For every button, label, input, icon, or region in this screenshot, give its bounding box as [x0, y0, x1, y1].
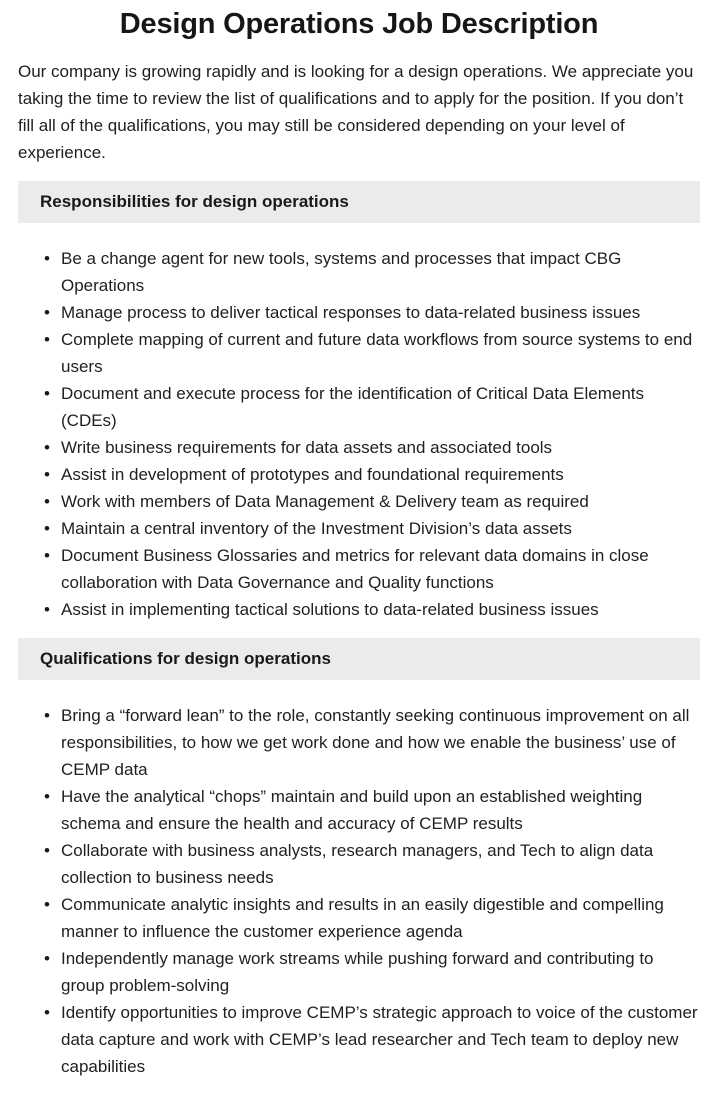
qualifications-header-bar — [18, 638, 700, 680]
list-item: • Bring a “forward lean” to the role, constantly seeking continuous improvement on all responsibilities, to how we get work done and how we enable the business’ use of CEMP data — [44, 702, 700, 783]
responsibilities-section — [18, 181, 700, 623]
qualifications-list — [18, 702, 700, 1080]
list-item: • Manage process to deliver tactical responses to data-related business issues — [44, 299, 700, 326]
list-item: • Assist in implementing tactical solutions to data-related business issues — [44, 596, 700, 623]
list-item: • Have the analytical “chops” maintain and build upon an established weighting schema and ensure the health and accuracy of CEMP results — [44, 783, 700, 837]
list-item: • Assist in development of prototypes and foundational requirements — [44, 461, 700, 488]
intro-paragraph: Our company is growing rapidly and is looking for a design operations. We appreciate you taking the time to review the list of qualifications and to apply for the position. If you don’t fill all of the qualifications, you may still be considered depending on your level of experience. — [18, 62, 694, 162]
list-item: • Identify opportunities to improve CEMP’s strategic approach to voice of the customer data capture and work with CEMP’s lead researcher and Tech team to deploy new capabilities — [44, 999, 700, 1080]
list-item: • Independently manage work streams while pushing forward and contributing to group problem-solving — [44, 945, 700, 999]
list-item: • Communicate analytic insights and results in an easily digestible and compelling manner to influence the customer experience agenda — [44, 891, 700, 945]
list-item: • Complete mapping of current and future data workflows from source systems to end users — [44, 326, 700, 380]
list-item: • Collaborate with business analysts, research managers, and Tech to align data collection to business needs — [44, 837, 700, 891]
page-title: Design Operations Job Description — [119, 8, 599, 40]
list-item: • Work with members of Data Management & Delivery team as required — [44, 488, 700, 515]
responsibilities-heading: Responsibilities for design operations — [40, 192, 349, 211]
responsibilities-header-bar — [18, 181, 700, 223]
list-item: • Be a change agent for new tools, systems and processes that impact CBG Operations — [44, 245, 700, 299]
responsibilities-list — [18, 245, 700, 623]
list-item: • Document and execute process for the identification of Critical Data Elements (CDEs) — [44, 380, 700, 434]
list-item: • Maintain a central inventory of the Investment Division’s data assets — [44, 515, 700, 542]
list-item: • Write business requirements for data assets and associated tools — [44, 434, 700, 461]
list-item: • Document Business Glossaries and metrics for relevant data domains in close collaboration with Data Governance and Quality functions — [44, 542, 700, 596]
qualifications-heading: Qualifications for design operations — [40, 649, 331, 668]
qualifications-section — [18, 638, 700, 1080]
